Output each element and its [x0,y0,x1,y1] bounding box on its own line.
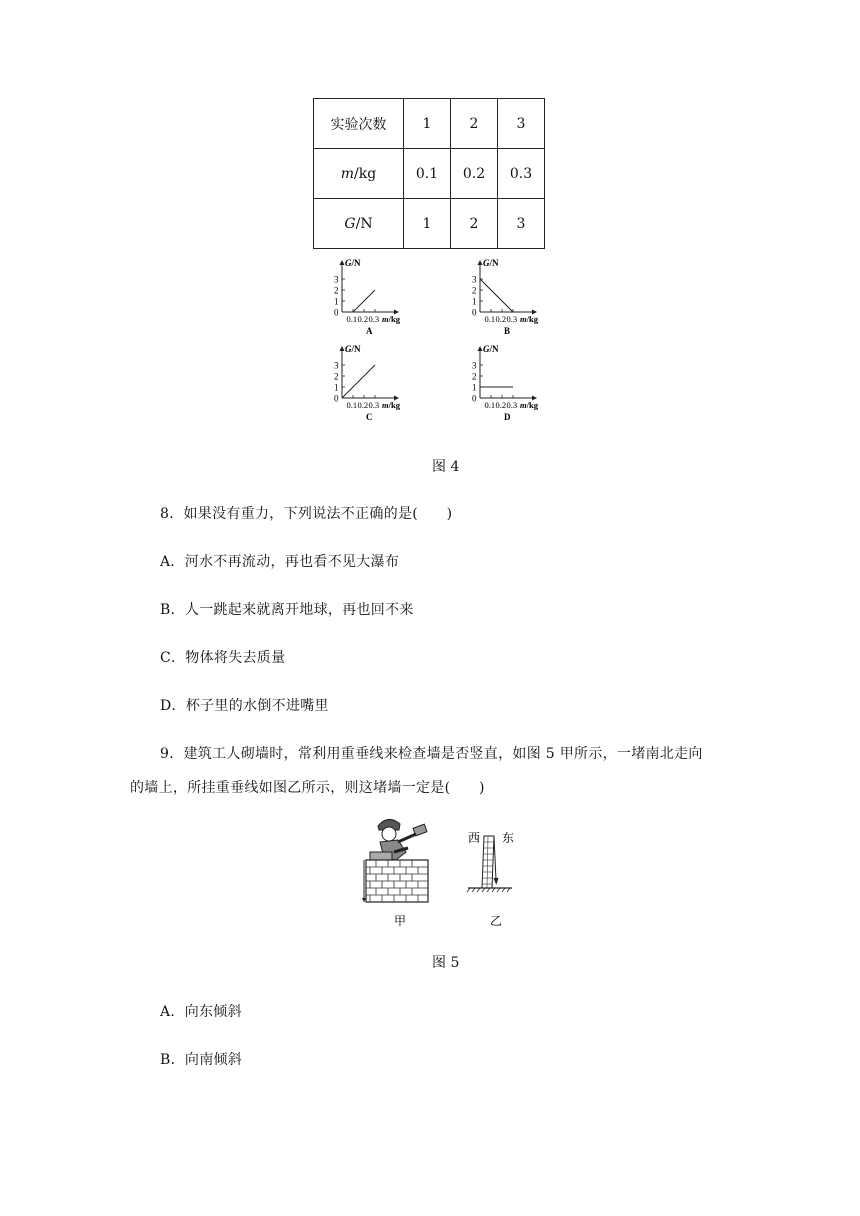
x-axis-label: m/kg [382,314,400,324]
yi-label: 乙 [490,914,503,928]
table-row [314,99,545,149]
x-tick-label: 0.3 [506,314,518,324]
west-label: 西 [468,831,481,845]
x-axis-label: m/kg [520,400,538,410]
graph-line-a [353,290,375,312]
x-tick-label: 0.3 [506,400,518,410]
table-cell: 0.1 [404,149,451,199]
row-label: G/N [314,199,404,249]
x-tick-label: 0.1 [346,314,358,324]
question-9-option-a: A．向东倾斜 [160,1004,242,1020]
y-tick-label: 3 [334,274,339,285]
graph-option-label: B [504,326,511,336]
y-axis-label: G/N [345,258,361,268]
graph-option-label: C [366,412,373,422]
table-row [314,199,545,249]
row-label: 实验次数 [314,99,404,149]
y-tick-label: 2 [472,371,477,382]
jia-label: 甲 [394,914,407,928]
table-cell: 2 [451,199,498,249]
table-cell: 1 [404,99,451,149]
y-tick-label: 1 [472,382,477,393]
y-tick-label: 0 [334,393,339,404]
question-9-option-b: B．向南倾斜 [160,1052,243,1068]
x-axis-label: m/kg [520,314,538,324]
x-tick-label: 0.3 [368,400,380,410]
y-tick-label: 2 [472,285,477,296]
question-8-stem: 8．如果没有重力，下列说法不正确的是( ) [160,506,453,522]
table-row [314,149,545,199]
figure-5-caption: 图 5 [432,955,460,971]
graph-option-label: D [504,412,511,422]
table-cell: 0.2 [451,149,498,199]
y-tick-label: 0 [472,393,477,404]
y-tick-label: 2 [334,285,339,296]
x-tick-label: 0.2 [357,400,369,410]
x-tick-label: 0.2 [495,314,507,324]
graph-line-b [480,279,513,312]
east-label: 东 [502,831,515,845]
y-tick-label: 3 [472,274,477,285]
y-tick-label: 1 [472,296,477,307]
x-tick-label: 0.1 [484,314,496,324]
x-axis-label: m/kg [382,400,400,410]
y-axis-label: G/N [483,258,499,268]
graph-option-label: A [366,326,373,336]
x-tick-label: 0.2 [357,314,369,324]
y-tick-label: 0 [334,307,339,318]
experiment-table [313,98,545,249]
brick-wall [362,860,428,902]
question-8-option-a: A．河水不再流动，再也看不见大瀑布 [160,554,400,570]
x-tick-label: 0.1 [484,400,496,410]
table-cell: 0.3 [498,149,545,199]
x-tick-label: 0.3 [368,314,380,324]
graph-line-c [342,365,375,398]
question-9-stem-line2: 的墙上，所挂重垂线如图乙所示，则这堵墙一定是( ) [130,780,485,796]
y-tick-label: 3 [334,360,339,371]
y-axis-arrow [478,346,483,351]
table-cell: 3 [498,199,545,249]
y-tick-label: 1 [334,296,339,307]
gm-graph-options [320,258,570,428]
y-tick-label: 1 [334,382,339,393]
figure-5 [350,812,530,934]
table-cell: 1 [404,199,451,249]
figure-4-caption: 图 4 [432,459,460,475]
row-label: m/kg [314,149,404,199]
table-cell: 3 [498,99,545,149]
question-9-stem-line1: 9．建筑工人砌墙时，常利用重垂线来检查墙是否竖直，如图 5 甲所示，一堵南北走向 [160,746,703,762]
y-tick-label: 0 [472,307,477,318]
x-tick-label: 0.1 [346,400,358,410]
question-8-option-c: C．物体将失去质量 [160,650,286,666]
y-axis-label: G/N [345,344,361,354]
y-axis-arrow [340,260,345,265]
worker-illustration [370,819,427,860]
y-axis-arrow [340,346,345,351]
question-8-option-d: D．杯子里的水倒不进嘴里 [160,698,329,714]
x-tick-label: 0.2 [495,400,507,410]
y-axis-label: G/N [483,344,499,354]
question-8-option-b: B．人一跳起来就离开地球，再也回不来 [160,602,414,618]
y-tick-label: 3 [472,360,477,371]
y-tick-label: 2 [334,371,339,382]
y-axis-arrow [478,260,483,265]
table-cell: 2 [451,99,498,149]
